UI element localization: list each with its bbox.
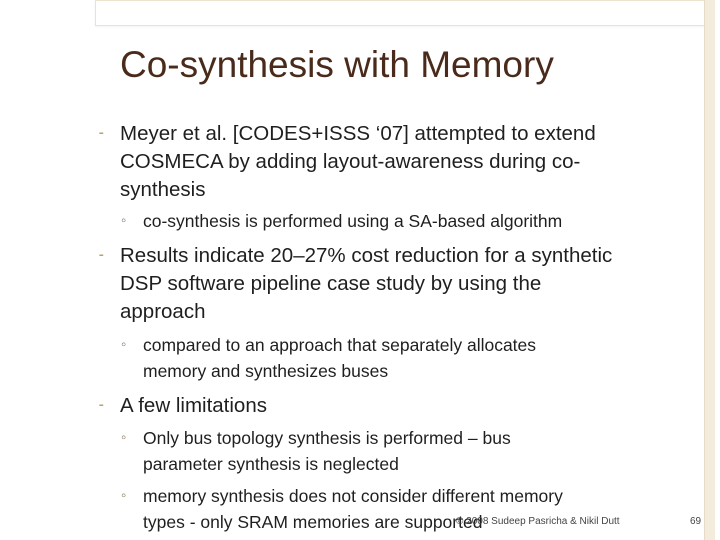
subbullet-4-line-2: types - only SRAM memories are supported: [143, 512, 483, 532]
subbullet-2-line-1: compared to an approach that separately allocates: [143, 335, 537, 355]
page-number: 69: [690, 516, 702, 527]
bullet-1-line-3: synthesis: [120, 178, 206, 201]
bullet-3: [98, 392, 700, 420]
subbullet-3: [121, 425, 683, 477]
bullet-2-line-3: approach: [120, 300, 206, 323]
bullet-2: [98, 242, 710, 326]
bullet-1-line-1: Meyer et al. [CODES+ISSS ‘07] attempted to extend: [120, 122, 596, 145]
subbullet-4-line-1: memory synthesis does not consider different memory: [143, 486, 563, 506]
subbullet-1: [121, 208, 683, 234]
bullet-3-line-1: A few limitations: [120, 394, 267, 417]
bullet-1: [98, 120, 700, 204]
bullet-marker-icon: ⁃: [98, 248, 105, 263]
bullet-2-line-2: DSP software pipeline case study by using the: [120, 272, 542, 295]
subbullet-marker-icon: ◦: [121, 487, 127, 504]
subbullet-2: [121, 332, 683, 384]
subbullet-1-line-1: co-synthesis is performed using a SA-based algorithm: [143, 211, 563, 231]
subbullet-3-line-2: parameter synthesis is neglected: [143, 454, 399, 474]
bullet-2-line-1: Results indicate 20–27% cost reduction for a synthetic: [120, 244, 613, 267]
bullet-marker-icon: ⁃: [98, 398, 105, 413]
subbullet-3-line-1: Only bus topology synthesis is performed – bus: [143, 428, 511, 448]
decorative-top-frame: [95, 0, 705, 26]
subbullet-4: [121, 483, 683, 535]
bullet-1-line-2: COSMECA by adding layout-awareness during co-: [120, 150, 581, 173]
subbullet-marker-icon: ◦: [121, 212, 127, 229]
footer-copyright: © 2008 Sudeep Pasricha & Nikil Dutt: [456, 516, 620, 527]
subbullet-2-line-2: memory and synthesizes buses: [143, 361, 389, 381]
slide-title: Co-synthesis with Memory: [120, 44, 554, 85]
bullet-marker-icon: ⁃: [98, 126, 105, 141]
subbullet-marker-icon: ◦: [121, 429, 127, 446]
subbullet-marker-icon: ◦: [121, 336, 127, 353]
